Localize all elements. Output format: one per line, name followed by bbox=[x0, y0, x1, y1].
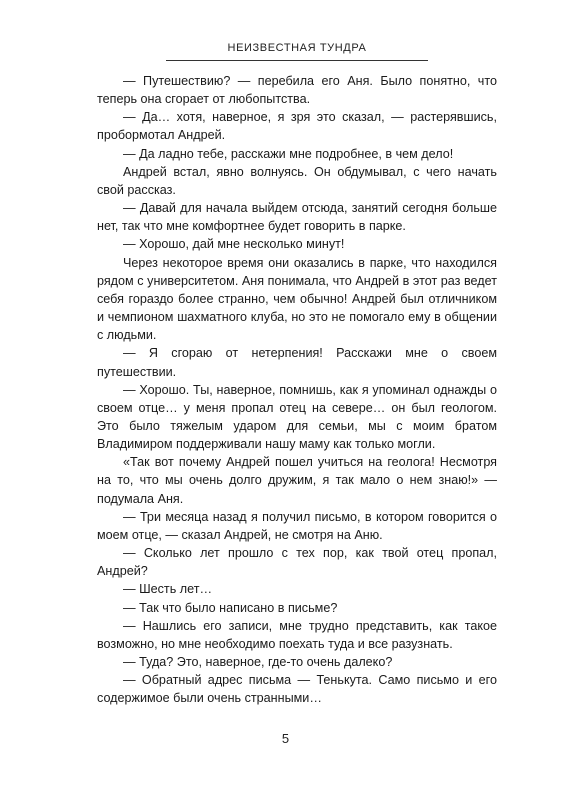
paragraph: — Хорошо, дай мне несколько минут! bbox=[123, 237, 345, 252]
paragraph: — Да… хотя, наверное, я зря это сказал, — растерявшись, пробормотал Андрей. bbox=[97, 110, 497, 143]
paragraph: — Нашлись его записи, мне трудно представить, как такое возможно, но мне необходимо поехать туда и все разузнать. bbox=[97, 618, 497, 651]
paragraph: — Да ладно тебе, расскажи мне подробнее, в чем дело! bbox=[123, 146, 454, 161]
paragraph: — Шесть лет… bbox=[123, 582, 213, 597]
paragraph: — Так что было написано в письме? bbox=[123, 600, 338, 615]
paragraph: — Давай для начала выйдем отсюда, занятий сегодня больше нет, так что мне комфортнее будет говорить в парке. bbox=[97, 201, 497, 234]
paragraph: — Сколько лет прошло с тех пор, как твой отец пропал, Андрей? bbox=[97, 546, 497, 579]
paragraph: — Путешествию? — перебила его Аня. Было понятно, что теперь она сгорает от любопытства. bbox=[97, 74, 497, 107]
paragraph: Через некоторое время они оказались в парке, что находился рядом с университетом. Аня понимала, что Андрей в этот раз ведет себя гораздо более странно, чем обычно! Андрей был отличником и чемпионом шахматного клуба, но это не помогало ему в общении с людьми. bbox=[97, 255, 497, 343]
running-header: НЕИЗВЕСТНАЯ ТУНДРА bbox=[227, 42, 367, 54]
header-rule bbox=[166, 60, 428, 61]
paragraph: — Хорошо. Ты, наверное, помнишь, как я упоминал однажды о своем отце… у меня пропал отец на севере… он был геологом. Это было тяжелым ударом для семьи, мы с моим братом Владимиром поддерживали нашу маму как только могли. bbox=[97, 382, 497, 452]
paragraph: «Так вот почему Андрей пошел учиться на геолога! Несмотря на то, что мы очень долго дружим, я так мало о нем знаю!» — подумала Аня. bbox=[97, 455, 497, 506]
paragraph: — Три месяца назад я получил письмо, в котором говорится о моем отце, — сказал Андрей, не смотря на Аню. bbox=[97, 509, 497, 542]
paragraph: Андрей встал, явно волнуясь. Он обдумывал, с чего начать свой рассказ. bbox=[97, 164, 497, 197]
paragraph: — Обратный адрес письма — Тенькута. Само письмо и его содержимое были очень странными… bbox=[97, 673, 497, 706]
paragraph: — Туда? Это, наверное, где-то очень далеко? bbox=[123, 655, 393, 669]
body-text bbox=[97, 72, 497, 707]
paragraph: — Я сгораю от нетерпения! Расскажи мне о своем путешествии. bbox=[97, 346, 497, 379]
page-number: 5 bbox=[281, 731, 290, 746]
